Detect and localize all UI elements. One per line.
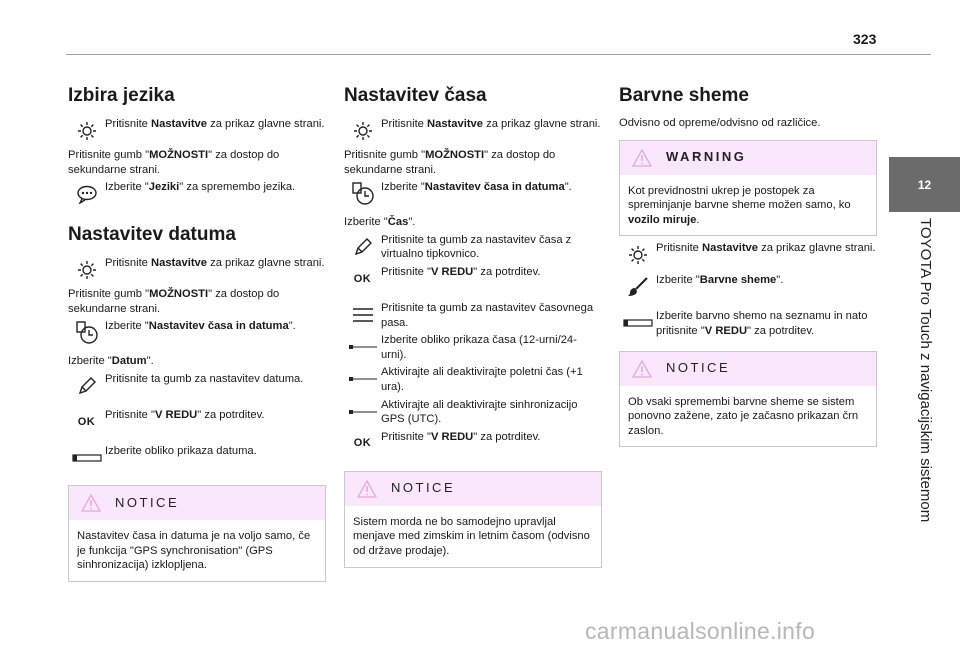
notice-text: Ob vsaki spremembi barvne sheme se sistem ponovno zažene, zato je začasno prikazan črn zaslon.	[628, 395, 859, 437]
toggle-line-icon	[344, 364, 381, 394]
notice-text: Nastavitev časa in datuma je na voljo samo, če je funkcija "GPS synchronisation" (GPS sinhronizacija) izklopljena.	[77, 529, 311, 572]
chapter-tab[interactable]	[889, 157, 960, 212]
settings-gear-icon	[619, 240, 656, 270]
step-time-date: Izberite "Nastavitev časa in datuma".	[344, 179, 602, 209]
calendar-clock-icon	[344, 179, 381, 209]
step-date-format: Izberite obliko prikaza datuma.	[68, 443, 326, 473]
step-time-format: Izberite obliko prikaza časa (12-urni/24-urni).	[344, 332, 602, 362]
step-languages: Izberite "Jeziki" za spremembo jezika.	[68, 179, 326, 209]
ok-icon: OK	[353, 272, 372, 285]
page-number: 323	[853, 31, 877, 47]
warning-triangle-icon	[632, 360, 652, 378]
notice-box	[344, 471, 602, 568]
step-summer-time: Aktivirajte ali deaktivirajte poletni čas (+1 ura).	[344, 364, 602, 394]
step-select-date: Izberite "Datum".	[68, 355, 154, 368]
step-settings: Pritisnite Nastavitve za prikaz glavne strani.	[619, 240, 877, 270]
warning-header	[620, 141, 876, 175]
warning-text: Kot previdnostni ukrep je postopek za spreminjanje barvne sheme možen samo, ko vozilo miruje.	[628, 184, 851, 226]
toggle-line-icon	[344, 397, 381, 427]
section-title-language: Izbira jezika	[68, 85, 175, 106]
slider-bar-icon	[68, 443, 105, 473]
paint-brush-icon	[619, 272, 656, 302]
ok-icon: OK	[353, 437, 372, 450]
step-select-time: Izberite "Čas".	[344, 216, 416, 229]
column-time	[344, 80, 602, 568]
step-settings: Pritisnite Nastavitve za prikaz glavne strani.	[344, 116, 602, 146]
section-title-time: Nastavitev časa	[344, 85, 487, 106]
intro-text: Odvisno od opreme/odvisno od različice.	[619, 117, 821, 129]
notice-header	[620, 352, 876, 386]
step-settings: Pritisnite Nastavitve za prikaz glavne strani.	[68, 116, 326, 146]
step-edit-time: Pritisnite ta gumb za nastavitev časa z virtualno tipkovnico.	[344, 232, 602, 262]
chapter-title-text: TOYOTA Pro Touch z navigacijskim sistemom	[917, 218, 934, 523]
step-settings: Pritisnite Nastavitve za prikaz glavne strani.	[68, 255, 326, 285]
notice-box	[619, 351, 877, 448]
step-gps-sync: Aktivirajte ali deaktivirajte sinhronizacijo GPS (UTC).	[344, 397, 602, 427]
slider-bar-icon	[619, 308, 656, 338]
warning-triangle-icon	[632, 149, 652, 167]
notice-label: NOTICE	[115, 494, 180, 510]
settings-gear-icon	[68, 255, 105, 285]
toggle-line-icon	[344, 332, 381, 362]
notice-header	[345, 472, 601, 506]
speech-bubble-icon	[68, 179, 105, 209]
watermark: carmanualsonline.info	[585, 618, 816, 644]
notice-label: NOTICE	[666, 360, 731, 376]
section-title-color-schemes: Barvne sheme	[619, 85, 749, 106]
notice-header	[69, 486, 325, 520]
step-options: Pritisnite gumb "MOŽNOSTI" za dostop do sekundarne strani.	[344, 149, 556, 176]
step-edit-date: Pritisnite ta gumb za nastavitev datuma.	[68, 371, 326, 401]
menu-list-icon	[344, 300, 381, 330]
step-options: Pritisnite gumb "MOŽNOSTI" za dostop do sekundarne strani.	[68, 288, 280, 315]
column-language-date	[68, 80, 326, 582]
step-confirm: OK Pritisnite "V REDU" za potrditev.	[68, 407, 326, 437]
step-options: Pritisnite gumb "MOŽNOSTI" za dostop do sekundarne strani.	[68, 149, 280, 176]
step-choose-scheme: Izberite barvno shemo na seznamu in nato pritisnite "V REDU" za potrditev.	[619, 308, 877, 338]
warning-box	[619, 140, 877, 237]
section-title-date: Nastavitev datuma	[68, 224, 236, 246]
warning-label: WARNING	[666, 149, 747, 165]
pencil-icon	[344, 232, 381, 262]
settings-gear-icon	[344, 116, 381, 146]
calendar-clock-icon	[68, 318, 105, 348]
warning-triangle-icon	[81, 494, 101, 512]
step-time-date: Izberite "Nastavitev časa in datuma".	[68, 318, 326, 348]
notice-label: NOTICE	[391, 480, 456, 496]
top-divider	[66, 54, 931, 55]
notice-text: Sistem morda ne bo samodejno upravljal menjave med zimskim in letnim časom (odvisno od države prodaje).	[353, 515, 590, 557]
step-confirm: OK Pritisnite "V REDU" za potrditev.	[344, 264, 602, 294]
chapter-tab-number: 12	[917, 177, 932, 192]
chapter-title	[914, 218, 940, 548]
settings-gear-icon	[68, 116, 105, 146]
step-color-schemes: Izberite "Barvne sheme".	[619, 272, 877, 302]
ok-icon: OK	[77, 415, 96, 428]
warning-triangle-icon	[357, 480, 377, 498]
pencil-icon	[68, 371, 105, 401]
step-confirm: OK Pritisnite "V REDU" za potrditev.	[344, 429, 602, 459]
column-color-schemes	[619, 80, 877, 447]
step-time-zone: Pritisnite ta gumb za nastavitev časovnega pasa.	[344, 300, 602, 330]
notice-box	[68, 485, 326, 582]
